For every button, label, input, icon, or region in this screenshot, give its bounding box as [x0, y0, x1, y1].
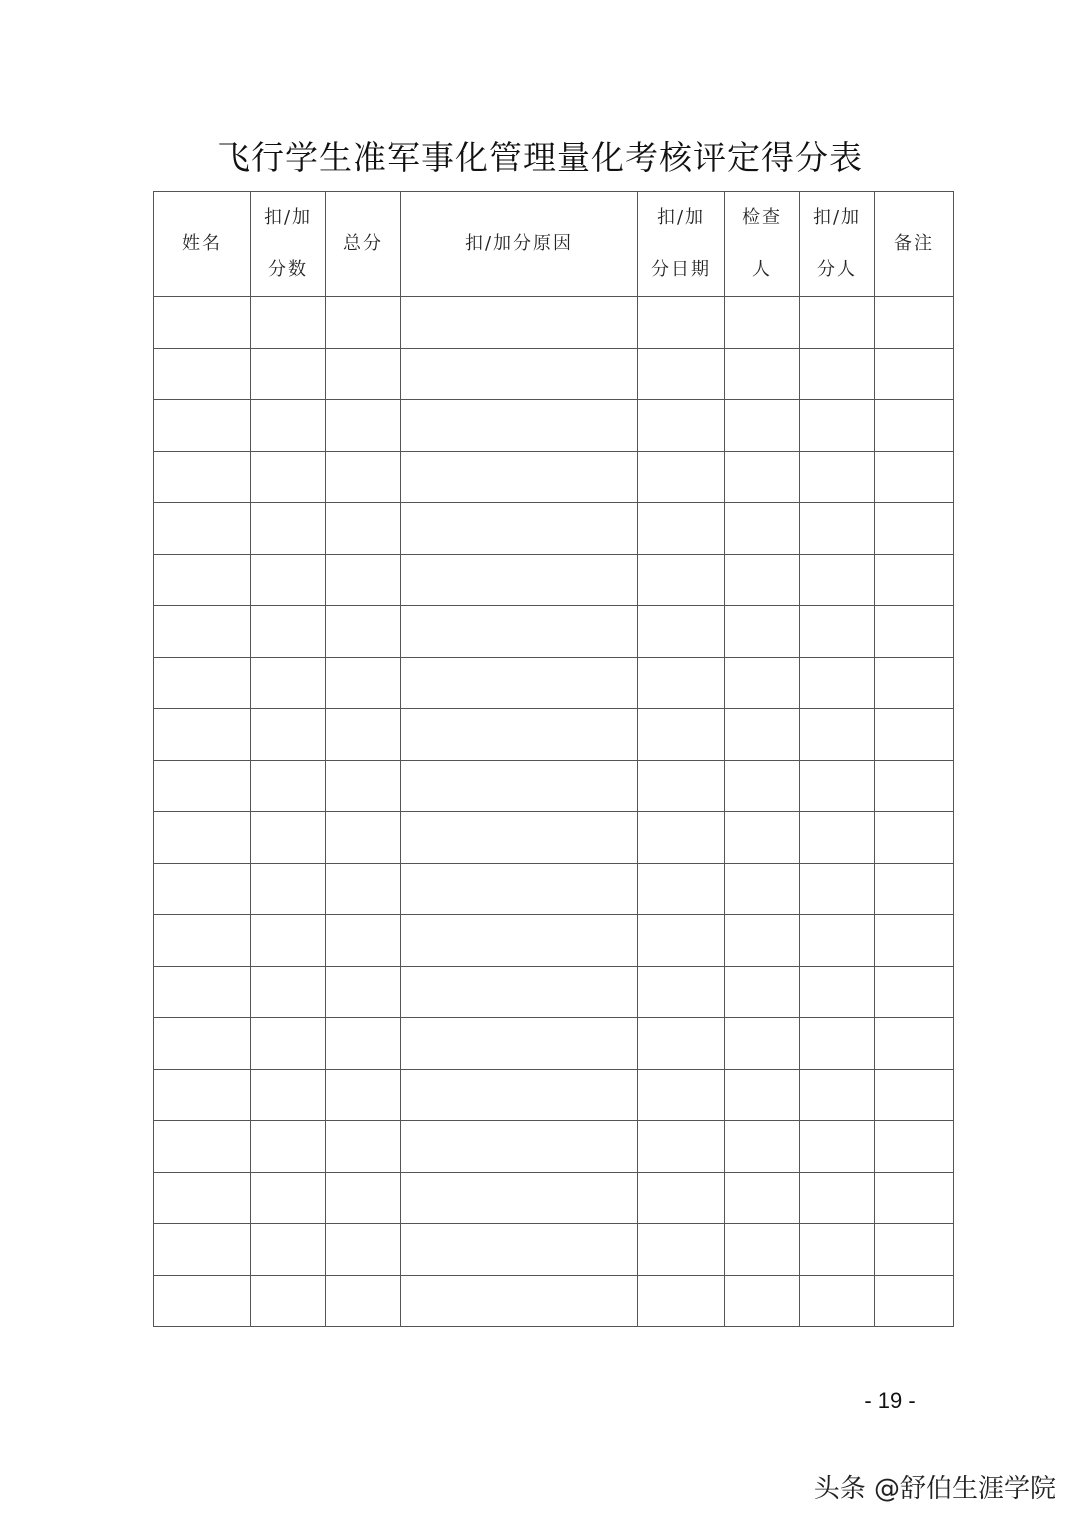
table-cell — [401, 554, 638, 606]
table-cell — [725, 1275, 800, 1327]
header-date-line1: 扣/加 — [656, 207, 706, 228]
table-cell — [638, 1275, 725, 1327]
table-row — [154, 1224, 954, 1276]
header-date — [638, 192, 725, 297]
table-cell — [800, 812, 875, 864]
header-name — [154, 192, 251, 297]
table-cell — [251, 966, 326, 1018]
table-cell — [154, 1121, 251, 1173]
header-date-line2: 分日期 — [651, 259, 711, 280]
table-cell — [326, 348, 401, 400]
table-cell — [800, 606, 875, 658]
table-row — [154, 760, 954, 812]
table-cell — [326, 1224, 401, 1276]
table-row — [154, 1275, 954, 1327]
table-cell — [725, 1224, 800, 1276]
table-cell — [800, 709, 875, 761]
table-cell — [401, 400, 638, 452]
table-cell — [401, 1224, 638, 1276]
table-cell — [875, 554, 954, 606]
table-cell — [326, 1018, 401, 1070]
table-cell — [401, 760, 638, 812]
table-cell — [800, 1069, 875, 1121]
document-title: 飞行学生准军事化管理量化考核评定得分表 — [217, 138, 863, 177]
table-cell — [875, 1121, 954, 1173]
table-cell — [401, 915, 638, 967]
table-cell — [154, 1275, 251, 1327]
table-cell — [725, 297, 800, 349]
table-cell — [154, 915, 251, 967]
table-cell — [401, 451, 638, 503]
table-cell — [154, 657, 251, 709]
header-scorer — [800, 192, 875, 297]
table-cell — [154, 1172, 251, 1224]
table-cell — [725, 554, 800, 606]
table-cell — [638, 1172, 725, 1224]
table-cell — [725, 1018, 800, 1070]
table-cell — [154, 503, 251, 555]
table-cell — [401, 812, 638, 864]
table-cell — [251, 503, 326, 555]
table-cell — [251, 1224, 326, 1276]
table-cell — [725, 966, 800, 1018]
table-cell — [326, 709, 401, 761]
table-body — [154, 297, 954, 1327]
table-cell — [638, 760, 725, 812]
table-cell — [326, 1172, 401, 1224]
table-row — [154, 554, 954, 606]
header-reason — [401, 192, 638, 297]
header-remarks-label: 备注 — [894, 233, 934, 254]
table-cell — [154, 709, 251, 761]
table-cell — [326, 554, 401, 606]
table-cell — [326, 606, 401, 658]
header-points-change-line2: 分数 — [268, 259, 308, 280]
table-cell — [326, 760, 401, 812]
table-cell — [401, 709, 638, 761]
table-cell — [800, 760, 875, 812]
table-cell — [638, 400, 725, 452]
table-cell — [401, 503, 638, 555]
table-cell — [154, 348, 251, 400]
score-table — [153, 191, 954, 1327]
header-scorer-line2: 分人 — [817, 259, 857, 280]
table-cell — [638, 657, 725, 709]
table-cell — [875, 1275, 954, 1327]
table-cell — [875, 451, 954, 503]
header-points-change-line1: 扣/加 — [263, 207, 313, 228]
table-cell — [800, 297, 875, 349]
table-cell — [326, 297, 401, 349]
table-cell — [800, 348, 875, 400]
table-cell — [875, 1069, 954, 1121]
table-cell — [401, 1275, 638, 1327]
header-total — [326, 192, 401, 297]
table-cell — [725, 1172, 800, 1224]
table-cell — [251, 1172, 326, 1224]
table-cell — [725, 451, 800, 503]
table-cell — [638, 451, 725, 503]
table-cell — [154, 863, 251, 915]
table-row — [154, 1018, 954, 1070]
table-cell — [154, 1224, 251, 1276]
table-cell — [154, 966, 251, 1018]
table-cell — [251, 554, 326, 606]
table-cell — [800, 1275, 875, 1327]
table-cell — [251, 760, 326, 812]
table-cell — [251, 451, 326, 503]
table-row — [154, 503, 954, 555]
table-cell — [154, 1018, 251, 1070]
table-cell — [326, 1121, 401, 1173]
table-cell — [875, 863, 954, 915]
table-cell — [251, 1275, 326, 1327]
table-cell — [875, 966, 954, 1018]
table-cell — [875, 503, 954, 555]
table-row — [154, 400, 954, 452]
header-points-change — [251, 192, 326, 297]
table-cell — [401, 966, 638, 1018]
table-row — [154, 657, 954, 709]
table-cell — [875, 812, 954, 864]
table-cell — [725, 812, 800, 864]
table-cell — [326, 400, 401, 452]
table-cell — [401, 1018, 638, 1070]
table-row — [154, 451, 954, 503]
table-cell — [875, 606, 954, 658]
header-inspector-line2: 人 — [752, 259, 772, 280]
table-cell — [326, 1069, 401, 1121]
table-cell — [401, 606, 638, 658]
table-cell — [154, 760, 251, 812]
table-cell — [875, 400, 954, 452]
watermark-text: 头条 @舒伯生涯学院 — [813, 1474, 1056, 1504]
table-row — [154, 812, 954, 864]
table-cell — [725, 915, 800, 967]
table-cell — [638, 812, 725, 864]
table-row — [154, 1172, 954, 1224]
table-cell — [401, 1069, 638, 1121]
table-cell — [251, 812, 326, 864]
table-cell — [725, 657, 800, 709]
table-cell — [800, 451, 875, 503]
table-cell — [638, 554, 725, 606]
table-cell — [251, 1121, 326, 1173]
table-cell — [251, 400, 326, 452]
table-cell — [326, 451, 401, 503]
table-cell — [800, 966, 875, 1018]
table-cell — [638, 1018, 725, 1070]
table-cell — [800, 1121, 875, 1173]
table-cell — [638, 606, 725, 658]
table-cell — [401, 1121, 638, 1173]
table-cell — [800, 1224, 875, 1276]
table-cell — [800, 554, 875, 606]
table-cell — [251, 348, 326, 400]
table-cell — [154, 812, 251, 864]
table-cell — [875, 297, 954, 349]
table-row — [154, 1069, 954, 1121]
table-cell — [154, 451, 251, 503]
header-inspector-line1: 检查 — [742, 207, 782, 228]
table-row — [154, 348, 954, 400]
table-row — [154, 915, 954, 967]
table-cell — [638, 1224, 725, 1276]
table-cell — [875, 1224, 954, 1276]
header-scorer-line1: 扣/加 — [812, 207, 862, 228]
table-cell — [401, 657, 638, 709]
table-cell — [251, 915, 326, 967]
table-cell — [326, 915, 401, 967]
table-cell — [251, 297, 326, 349]
table-cell — [638, 1069, 725, 1121]
table-cell — [638, 966, 725, 1018]
table-cell — [725, 503, 800, 555]
table-cell — [326, 1275, 401, 1327]
table-cell — [800, 657, 875, 709]
table-cell — [725, 1121, 800, 1173]
table-cell — [725, 709, 800, 761]
header-remarks — [875, 192, 954, 297]
page-number: - 19 - — [864, 1388, 916, 1413]
table-cell — [800, 400, 875, 452]
table-cell — [725, 348, 800, 400]
table-cell — [800, 1018, 875, 1070]
table-row — [154, 606, 954, 658]
table-cell — [326, 657, 401, 709]
table-row — [154, 709, 954, 761]
table-row — [154, 1121, 954, 1173]
table-cell — [154, 400, 251, 452]
table-cell — [725, 1069, 800, 1121]
table-row — [154, 863, 954, 915]
table-cell — [638, 297, 725, 349]
table-header-row — [154, 192, 954, 297]
table-cell — [800, 1172, 875, 1224]
table-cell — [251, 606, 326, 658]
header-reason-label: 扣/加分原因 — [464, 233, 574, 254]
table-cell — [875, 915, 954, 967]
table-cell — [638, 348, 725, 400]
header-inspector — [725, 192, 800, 297]
table-cell — [251, 709, 326, 761]
table-cell — [326, 863, 401, 915]
table-cell — [875, 657, 954, 709]
header-name-label: 姓名 — [182, 233, 222, 254]
table-cell — [725, 400, 800, 452]
table-cell — [251, 1018, 326, 1070]
table-cell — [875, 709, 954, 761]
table-cell — [875, 348, 954, 400]
header-total-label: 总分 — [343, 233, 383, 254]
table-cell — [638, 503, 725, 555]
table-cell — [638, 863, 725, 915]
table-cell — [251, 1069, 326, 1121]
table-cell — [725, 606, 800, 658]
table-cell — [800, 503, 875, 555]
table-cell — [638, 709, 725, 761]
table-cell — [154, 1069, 251, 1121]
table-cell — [725, 760, 800, 812]
table-cell — [401, 348, 638, 400]
table-cell — [875, 760, 954, 812]
table-cell — [401, 1172, 638, 1224]
table-cell — [725, 863, 800, 915]
table-cell — [800, 915, 875, 967]
table-cell — [875, 1172, 954, 1224]
table-cell — [401, 297, 638, 349]
table-cell — [326, 966, 401, 1018]
table-cell — [154, 554, 251, 606]
table-cell — [638, 1121, 725, 1173]
table-row — [154, 966, 954, 1018]
table-cell — [251, 863, 326, 915]
table-cell — [154, 606, 251, 658]
table-cell — [326, 812, 401, 864]
table-cell — [154, 297, 251, 349]
table-row — [154, 297, 954, 349]
table-cell — [251, 657, 326, 709]
table-cell — [800, 863, 875, 915]
table-cell — [875, 1018, 954, 1070]
table-cell — [326, 503, 401, 555]
table-cell — [638, 915, 725, 967]
table-cell — [401, 863, 638, 915]
